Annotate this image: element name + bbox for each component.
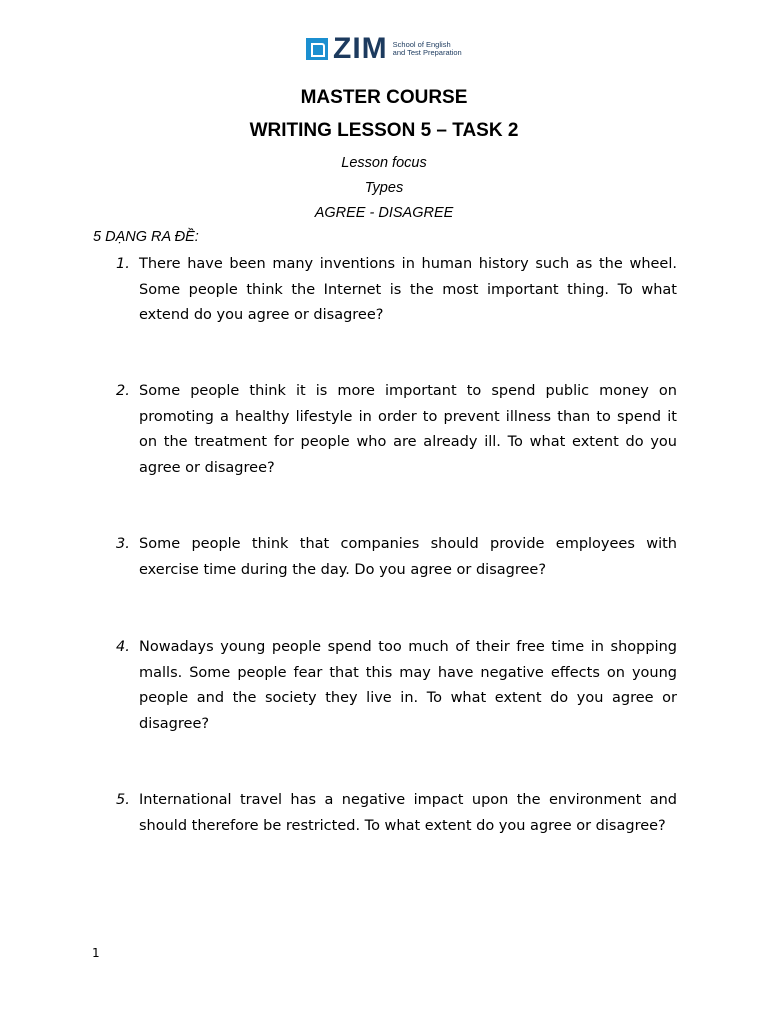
section-title: 5 DẠNG RA ĐỀ: [93, 229, 199, 245]
question-text: Some people think that companies should provide employees with exercise time during the day. Do you agree or disagree? [139, 536, 677, 578]
lesson-title: WRITING LESSON 5 – TASK 2 [249, 120, 519, 141]
zim-logo [306, 32, 463, 65]
question-number: 5. [116, 792, 130, 808]
question-text: International travel has a negative impact upon the environment and should therefore be restricted. To what extent do you agree or disagree? [139, 792, 677, 834]
question-item [116, 379, 678, 481]
types-label: Types [364, 180, 404, 196]
logo-tagline: School of English and Test Preparation [392, 40, 462, 57]
question-item [116, 788, 678, 839]
question-text: Nowadays young people spend too much of their free time in shopping malls. Some people fear that this may have negative effects on young people and the society they live in. To what extent do you agree or disagree? [139, 639, 677, 732]
question-text: There have been many inventions in human history such as the wheel. Some people think the Internet is the most important thing. To what extend do you agree or disagree? [139, 256, 677, 323]
question-item [116, 532, 678, 583]
book-icon [306, 38, 328, 60]
logo-wordmark: ZIM [333, 32, 388, 65]
question-item [116, 252, 678, 329]
type-value: AGREE - DISAGREE [314, 205, 454, 221]
course-title: MASTER COURSE [300, 87, 468, 108]
question-number: 4. [116, 639, 130, 655]
question-number: 2. [116, 383, 130, 399]
question-item [116, 635, 678, 737]
question-number: 1. [116, 256, 130, 272]
question-text: Some people think it is more important to spend public money on promoting a healthy lifestyle in order to prevent illness than to spend it on the treatment for people who are already ill. To what extent do you agree or disagree? [139, 383, 677, 476]
question-number: 3. [116, 536, 130, 552]
lesson-focus-label: Lesson focus [341, 155, 427, 171]
page-number: 1 [92, 946, 100, 960]
